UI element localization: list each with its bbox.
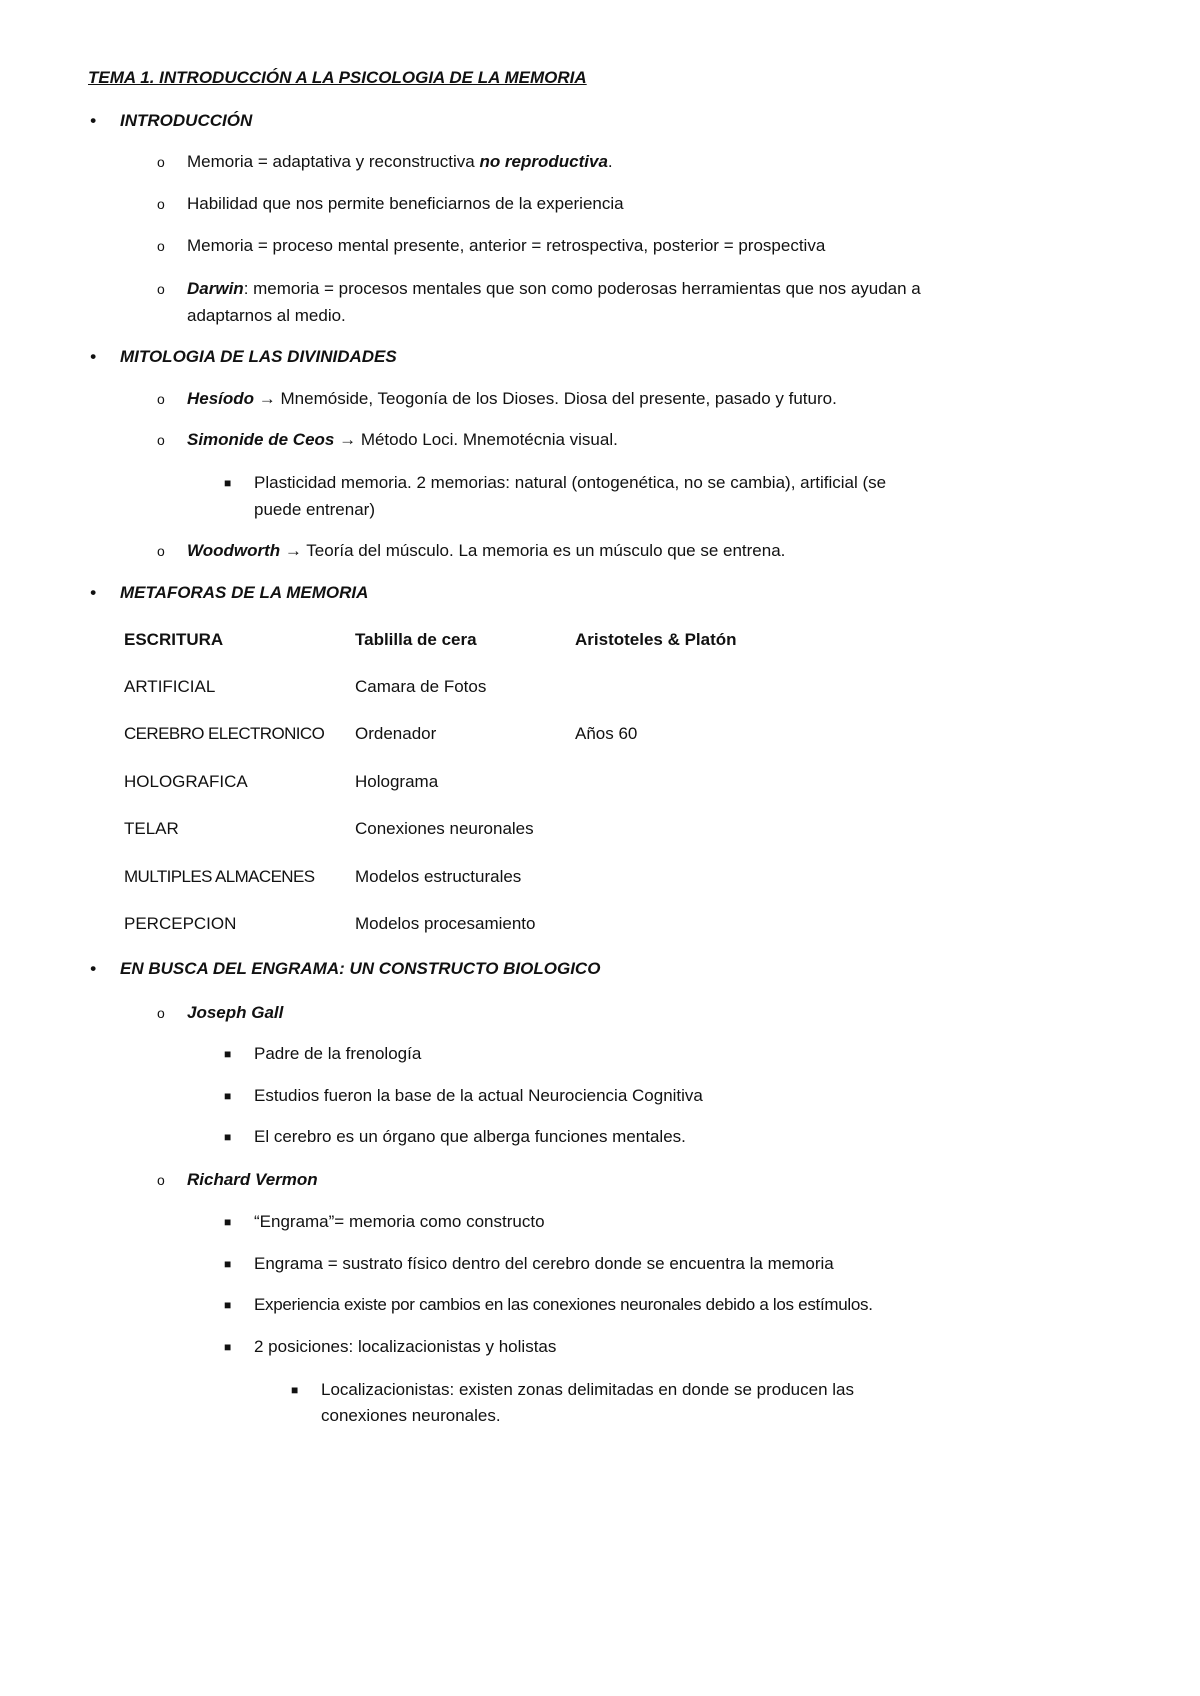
table-cell: ESCRITURA bbox=[124, 630, 224, 649]
emphasis: Richard Vermon bbox=[187, 1170, 318, 1189]
list-item bbox=[157, 540, 786, 562]
table-cell: PERCEPCION bbox=[124, 914, 237, 933]
heading-text: EN BUSCA DEL ENGRAMA: UN CONSTRUCTO BIOLOGICO bbox=[120, 959, 601, 978]
circle-bullet-icon: o bbox=[157, 196, 165, 212]
list-item bbox=[157, 151, 613, 173]
emphasis: Joseph Gall bbox=[187, 1003, 284, 1022]
circle-bullet-icon: o bbox=[157, 238, 165, 254]
square-bullet-icon: ■ bbox=[224, 1047, 232, 1061]
square-bullet-icon: ■ bbox=[224, 1298, 231, 1312]
text: Habilidad que nos permite beneficiarnos de la experiencia bbox=[187, 194, 624, 213]
table-cell: HOLOGRAFICA bbox=[124, 772, 248, 791]
square-bullet-icon: ■ bbox=[224, 1089, 232, 1103]
heading-text: MITOLOGIA DE LAS DIVINIDADES bbox=[120, 347, 397, 366]
emphasis: Simonide de Ceos bbox=[187, 430, 335, 449]
list-item bbox=[224, 472, 887, 494]
circle-bullet-icon: o bbox=[157, 154, 165, 170]
table-cell: Modelos estructurales bbox=[355, 867, 522, 886]
list-item-continuation: conexiones neuronales. bbox=[321, 1406, 501, 1425]
table-cell: Holograma bbox=[355, 772, 439, 791]
table-cell: Ordenador bbox=[355, 724, 437, 743]
list-item bbox=[291, 1379, 854, 1401]
emphasis: Hesíodo bbox=[187, 389, 255, 408]
table-cell: Aristoteles & Platón bbox=[575, 630, 737, 649]
circle-bullet-icon: o bbox=[157, 391, 165, 407]
list-item bbox=[224, 1253, 834, 1275]
section-heading-metaforas bbox=[90, 582, 369, 604]
list-item-continuation: adaptarnos al medio. bbox=[187, 306, 346, 325]
emphasis: no reproductiva bbox=[479, 152, 608, 171]
square-bullet-icon: ■ bbox=[224, 1130, 232, 1144]
table-cell: ARTIFICIAL bbox=[124, 677, 216, 696]
list-item bbox=[224, 1336, 557, 1358]
table-cell: Modelos procesamiento bbox=[355, 914, 536, 933]
square-bullet-icon: ■ bbox=[224, 1257, 232, 1271]
heading-text: INTRODUCCIÓN bbox=[120, 111, 253, 130]
text: : memoria = procesos mentales que son como poderosas herramientas que nos ayudan a bbox=[243, 279, 921, 298]
circle-bullet-icon: o bbox=[157, 432, 165, 448]
list-item bbox=[157, 429, 618, 451]
list-item bbox=[157, 193, 624, 215]
emphasis: Darwin bbox=[187, 279, 244, 298]
circle-bullet-icon: o bbox=[157, 1005, 165, 1021]
table-cell: Años 60 bbox=[575, 724, 638, 743]
square-bullet-icon: ■ bbox=[291, 1383, 299, 1397]
text: Memoria = proceso mental presente, anterior = retrospectiva, posterior = prospectiva bbox=[187, 236, 826, 255]
text: Memoria = adaptativa y reconstructiva bbox=[187, 152, 480, 171]
section-heading-introduccion bbox=[90, 110, 253, 132]
table-cell: Conexiones neuronales bbox=[355, 819, 534, 838]
text: → Teoría del músculo. La memoria es un músculo que se entrena. bbox=[280, 541, 786, 560]
list-item bbox=[157, 278, 921, 300]
page-title: TEMA 1. INTRODUCCIÓN A LA PSICOLOGIA DE LA MEMORIA bbox=[88, 68, 587, 87]
table-cell: MULTIPLES ALMACENES bbox=[124, 867, 315, 886]
list-item bbox=[224, 1126, 686, 1148]
list-item bbox=[224, 1043, 422, 1065]
heading-text: METAFORAS DE LA MEMORIA bbox=[120, 583, 369, 602]
list-item bbox=[157, 1002, 284, 1024]
bullet-icon: • bbox=[90, 959, 96, 978]
text: Padre de la frenología bbox=[254, 1044, 422, 1063]
square-bullet-icon: ■ bbox=[224, 1215, 232, 1229]
text: → Método Loci. Mnemotécnia visual. bbox=[334, 430, 618, 449]
text: → Mnemóside, Teogonía de los Dioses. Diosa del presente, pasado y futuro. bbox=[254, 389, 837, 408]
list-item bbox=[157, 235, 826, 257]
list-item bbox=[224, 1085, 703, 1107]
list-item bbox=[157, 1169, 318, 1191]
text: . bbox=[607, 152, 613, 171]
circle-bullet-icon: o bbox=[157, 543, 165, 559]
list-item bbox=[224, 1294, 873, 1316]
emphasis: Woodworth bbox=[187, 541, 281, 560]
list-item-continuation: puede entrenar) bbox=[254, 500, 375, 519]
square-bullet-icon: ■ bbox=[224, 476, 232, 490]
text: Engrama = sustrato físico dentro del cerebro donde se encuentra la memoria bbox=[254, 1254, 834, 1273]
table-cell: CEREBRO ELECTRONICO bbox=[124, 724, 325, 743]
text: “Engrama”= memoria como constructo bbox=[254, 1212, 545, 1231]
text: Plasticidad memoria. 2 memorias: natural (ontogenética, no se cambia), artificial (se bbox=[254, 473, 887, 492]
text: 2 posiciones: localizacionistas y holistas bbox=[254, 1337, 557, 1356]
text: Localizacionistas: existen zonas delimitadas en donde se producen las bbox=[321, 1380, 854, 1399]
section-heading-mitologia bbox=[90, 346, 397, 368]
bullet-icon: • bbox=[90, 111, 96, 130]
list-item bbox=[157, 388, 837, 410]
bullet-icon: • bbox=[90, 347, 96, 366]
text: El cerebro es un órgano que alberga funciones mentales. bbox=[254, 1127, 686, 1146]
table-cell: Camara de Fotos bbox=[355, 677, 487, 696]
list-item bbox=[224, 1211, 545, 1233]
table-cell: Tablilla de cera bbox=[355, 630, 477, 649]
circle-bullet-icon: o bbox=[157, 281, 165, 297]
text: Estudios fueron la base de la actual Neurociencia Cognitiva bbox=[254, 1086, 703, 1105]
table-cell: TELAR bbox=[124, 819, 179, 838]
bullet-icon: • bbox=[90, 583, 96, 602]
square-bullet-icon: ■ bbox=[224, 1340, 232, 1354]
text: Experiencia existe por cambios en las conexiones neuronales debido a los estímulos. bbox=[254, 1295, 873, 1314]
section-heading-engrama bbox=[90, 958, 601, 980]
circle-bullet-icon: o bbox=[157, 1172, 165, 1188]
